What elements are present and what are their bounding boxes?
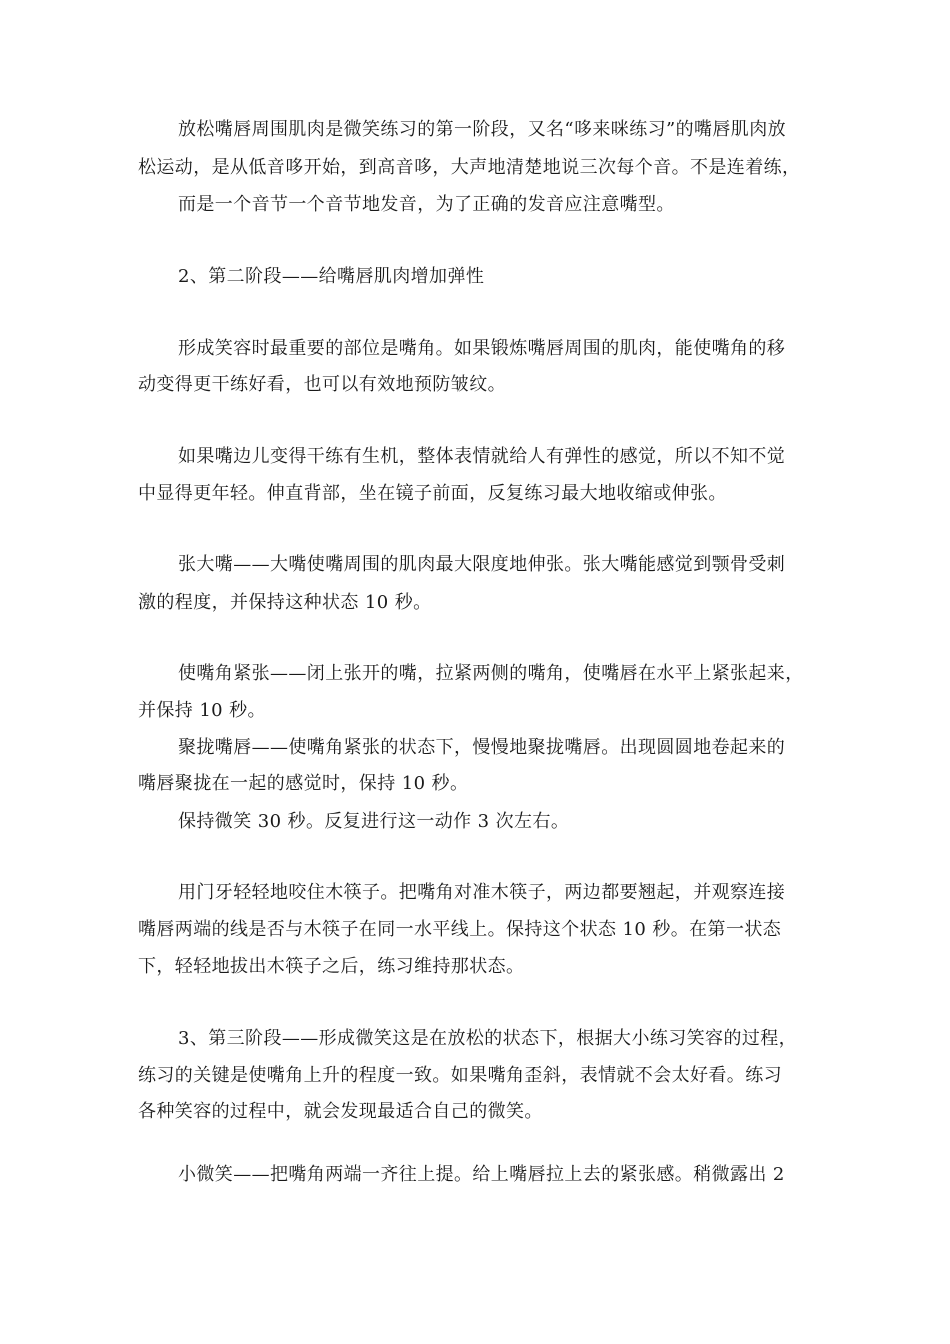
paragraph-line: 下，轻轻地拔出木筷子之后，练习维持那状态。 [138, 956, 525, 977]
paragraph-line: 放松嘴唇周围肌肉是微笑练习的第一阶段，又名“哆来咪练习”的嘴唇肌肉放 [178, 119, 787, 140]
paragraph-line: 聚拢嘴唇——使嘴角紧张的状态下，慢慢地聚拢嘴唇。出现圆圆地卷起来的 [178, 737, 786, 758]
paragraph-line: 张大嘴——大嘴使嘴周围的肌肉最大限度地伸张。张大嘴能感觉到颚骨受刺 [178, 554, 786, 575]
paragraph-line: 如果嘴边儿变得干练有生机，整体表情就给人有弹性的感觉，所以不知不觉 [178, 446, 786, 467]
paragraph-line: 激的程度，并保持这种状态 10 秒。 [138, 592, 432, 613]
paragraph-line: 用门牙轻轻地咬住木筷子。把嘴角对准木筷子，两边都要翘起，并观察连接 [178, 882, 786, 903]
paragraph-line: 使嘴角紧张——闭上张开的嘴，拉紧两侧的嘴角，使嘴唇在水平上紧张起来， [178, 663, 804, 684]
section-heading: 3、第三阶段——形成微笑这是在放松的状态下，根据大小练习笑容的过程， [178, 1028, 798, 1049]
paragraph-line: 嘴唇聚拢在一起的感觉时，保持 10 秒。 [138, 773, 469, 794]
paragraph-line: 而是一个音节一个音节地发音，为了正确的发音应注意嘴型。 [178, 194, 675, 215]
paragraph-line: 并保持 10 秒。 [138, 700, 266, 721]
paragraph-line: 练习的关键是使嘴角上升的程度一致。如果嘴角歪斜，表情就不会太好看。练习 [138, 1065, 782, 1086]
paragraph-line: 松运动，是从低音哆开始，到高音哆，大声地清楚地说三次每个音。不是连着练， [138, 157, 801, 178]
paragraph-line: 中显得更年轻。伸直背部，坐在镜子前面，反复练习最大地收缩或伸张。 [138, 483, 727, 504]
section-heading: 2、第二阶段——给嘴唇肌肉增加弹性 [178, 266, 485, 287]
paragraph-line: 保持微笑 30 秒。反复进行这一动作 3 次左右。 [178, 811, 570, 832]
paragraph-line: 各种笑容的过程中，就会发现最适合自己的微笑。 [138, 1101, 543, 1122]
paragraph-line: 嘴唇两端的线是否与木筷子在同一水平线上。保持这个状态 10 秒。在第一状态 [138, 919, 782, 940]
paragraph-line: 形成笑容时最重要的部位是嘴角。如果锻炼嘴唇周围的肌肉，能使嘴角的移 [178, 338, 786, 359]
paragraph-line: 小微笑——把嘴角两端一齐往上提。给上嘴唇拉上去的紧张感。稍微露出 2 [178, 1164, 785, 1185]
paragraph-line: 动变得更干练好看，也可以有效地预防皱纹。 [138, 374, 506, 395]
